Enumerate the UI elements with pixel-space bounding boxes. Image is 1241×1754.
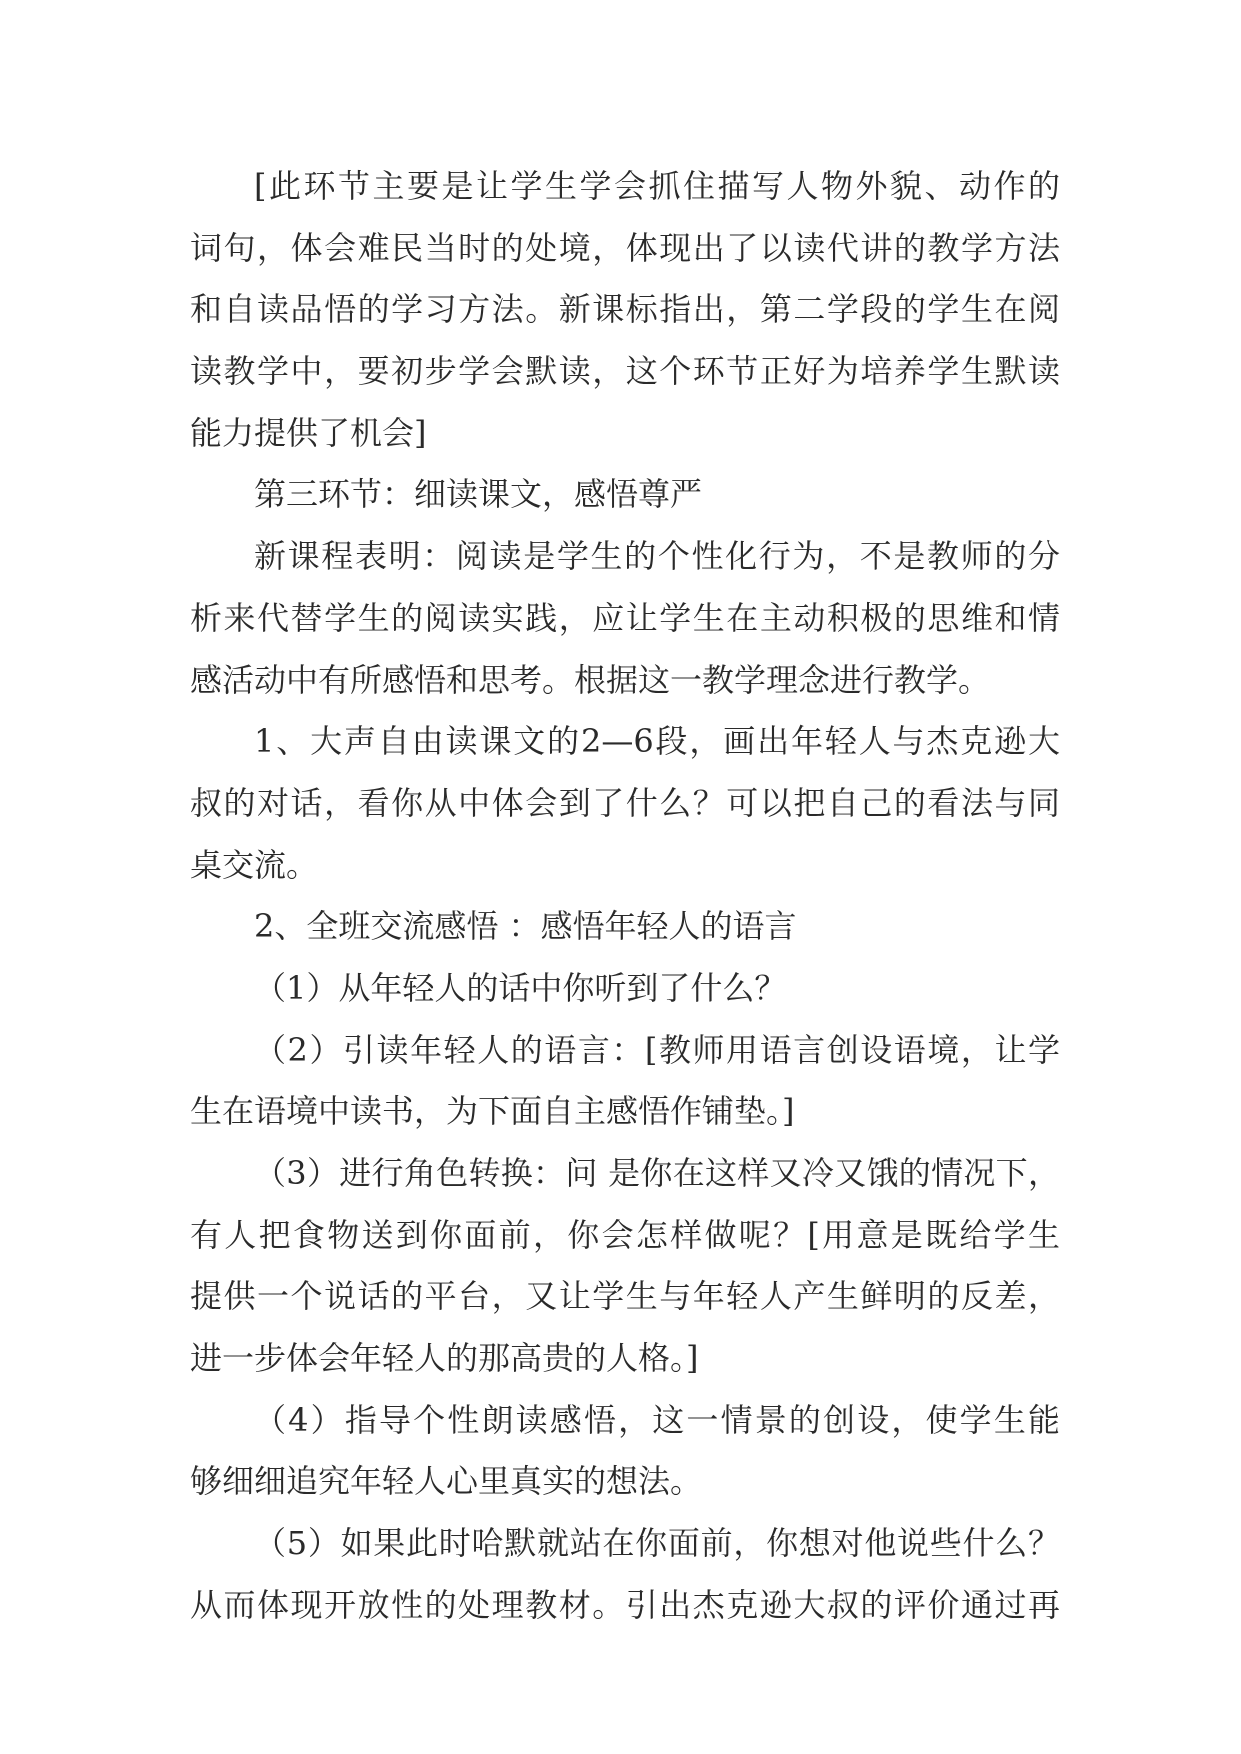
sub-item-line: 生在语境中读书，为下面自主感悟作铺垫。] [190,1092,795,1131]
paragraph-line: 感活动中有所感悟和思考。根据这一教学理念进行教学。 [190,660,991,699]
paragraph-line: 新课程表明：阅读是学生的个性化行为，不是教师的分 [254,537,1060,576]
document-body [190,156,1060,1637]
paragraph-line: 能力提供了机会] [190,413,427,452]
paragraph-line: 和自读品悟的学习方法。新课标指出，第二学段的学生在阅 [190,290,1060,329]
sub-item-line: （4）指导个性朗读感悟，这一情景的创设，使学生能 [254,1400,1060,1439]
sub-item-line: 提供一个说话的平台，又让学生与年轻人产生鲜明的反差， [190,1277,1060,1316]
sub-item-line: 从而体现开放性的处理教材。引出杰克逊大叔的评价通过再 [190,1585,1060,1624]
paragraph-line: 析来代替学生的阅读实践，应让学生在主动积极的思维和情 [190,598,1060,637]
sub-item-line: 有人把食物送到你面前，你会怎样做呢？[用意是既给学生 [190,1215,1060,1254]
sub-item-line: （5）如果此时哈默就站在你面前，你想对他说些什么？ [254,1524,1060,1563]
section-heading: 第三环节：细读课文，感悟尊严 [254,475,703,514]
sub-item-line: （1）从年轻人的话中你听到了什么？ [254,968,787,1007]
paragraph-line: 词句，体会难民当时的处境，体现出了以读代讲的教学方法 [190,228,1060,267]
sub-item-line: （3）进行角色转换：问 是你在这样又冷又饿的情况下， [254,1154,1060,1192]
list-item-line: 1、大声自由读课文的2—6段，画出年轻人与杰克逊大 [254,722,1060,761]
list-item-line: 叔的对话，看你从中体会到了什么？可以把自己的看法与同 [190,783,1060,822]
sub-item-line: 进一步体会年轻人的那高贵的人格。] [190,1339,699,1378]
paragraph-line: [此环节主要是让学生学会抓住描写人物外貌、动作的 [254,167,1060,205]
list-item-line: 桌交流。 [190,845,319,884]
sub-item-line: （2）引读年轻人的语言：[教师用语言创设语境，让学 [254,1030,1060,1069]
paragraph-line: 读教学中，要初步学会默读，这个环节正好为培养学生默读 [190,352,1060,391]
sub-item-line: 够细细追究年轻人心里真实的想法。 [190,1462,703,1501]
list-item-line: 2、全班交流感悟 ：感悟年轻人的语言 [254,907,797,946]
